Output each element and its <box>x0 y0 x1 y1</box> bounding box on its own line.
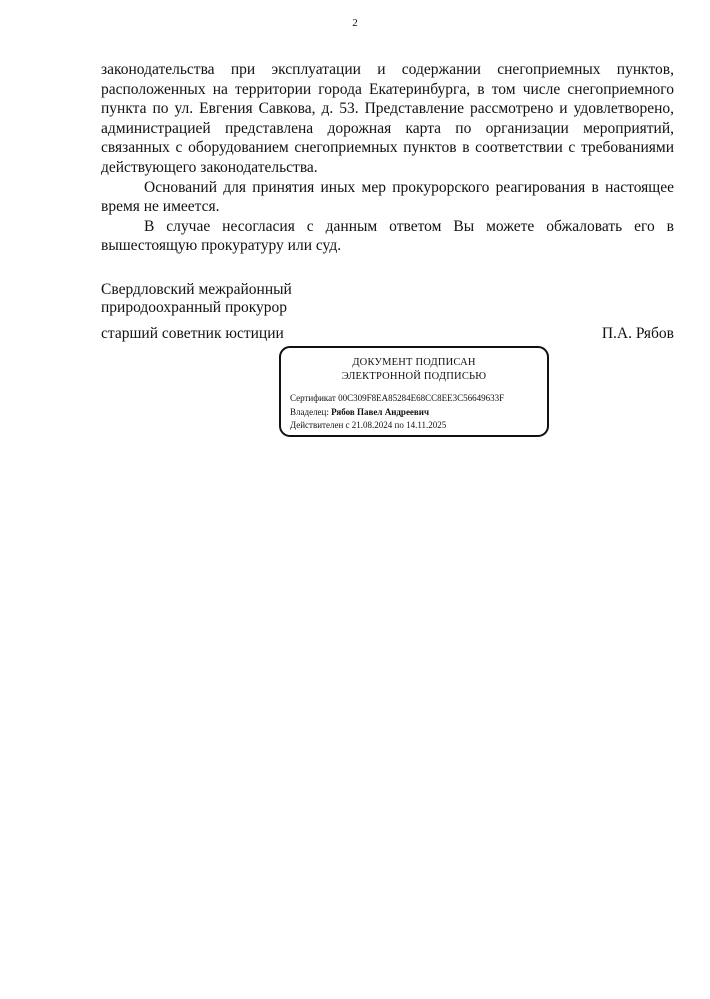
stamp-valid-to-label: по <box>394 420 404 430</box>
signer-org-line-2: природоохранный прокурор <box>101 299 288 316</box>
stamp-valid-from: 21.08.2024 <box>351 420 393 430</box>
body-paragraph-1: законодательства при эксплуатации и содержании снегоприемных пунктов, расположенных на территории города Екатеринбурга, в том числе снегоприемного пункта по ул. Евгения Савкова, д. 53. Представление рассмотрено и удовлетворено, администрацией представлена дорожная карта по организации мероприятий, связанных с оборудованием снегоприемных пунктов в соответствии с требованиями действующего законодательства. <box>101 61 674 176</box>
stamp-valid-from-label: с <box>345 420 350 430</box>
signer-rank: старший советник юстиции <box>101 325 284 342</box>
electronic-signature-stamp <box>279 346 549 437</box>
stamp-title <box>281 356 547 383</box>
stamp-owner-label: Владелец <box>290 406 327 417</box>
body-paragraph-3: В случае несогласия с данным ответом Вы можете обжаловать его в вышестоящую прокуратуру или суд. <box>101 217 674 255</box>
letter-body <box>101 60 674 256</box>
stamp-certificate-value: 00C309F8EA85284E68CC8EE3C56649633F <box>338 393 505 403</box>
stamp-valid-to: 14.11.2025 <box>406 420 447 430</box>
body-paragraph-2: Оснований для принятия иных мер прокурорского реагирования в настоящее время не имеется. <box>101 178 674 216</box>
stamp-certificate <box>290 392 547 406</box>
stamp-owner-value: Рябов Павел Андреевич <box>331 406 430 417</box>
stamp-valid-label: Действителен <box>290 420 344 430</box>
stamp-certificate-label: Сертификат <box>290 393 336 403</box>
stamp-title-line-2: ЭЛЕКТРОННОЙ ПОДПИСЬЮ <box>341 370 487 382</box>
page-number: 2 <box>352 17 358 29</box>
signer-row <box>101 325 674 343</box>
signer-org-line-1: Свердловский межрайонный <box>101 281 292 298</box>
stamp-owner: Владелец: Рябов Павел Андреевич <box>290 406 430 417</box>
signer-name: П.А. Рябов <box>601 325 674 342</box>
signature-block <box>101 281 674 343</box>
stamp-title-line-1: ДОКУМЕНТ ПОДПИСАН <box>352 357 476 368</box>
stamp-validity <box>290 419 547 433</box>
stamp-details <box>290 392 547 433</box>
